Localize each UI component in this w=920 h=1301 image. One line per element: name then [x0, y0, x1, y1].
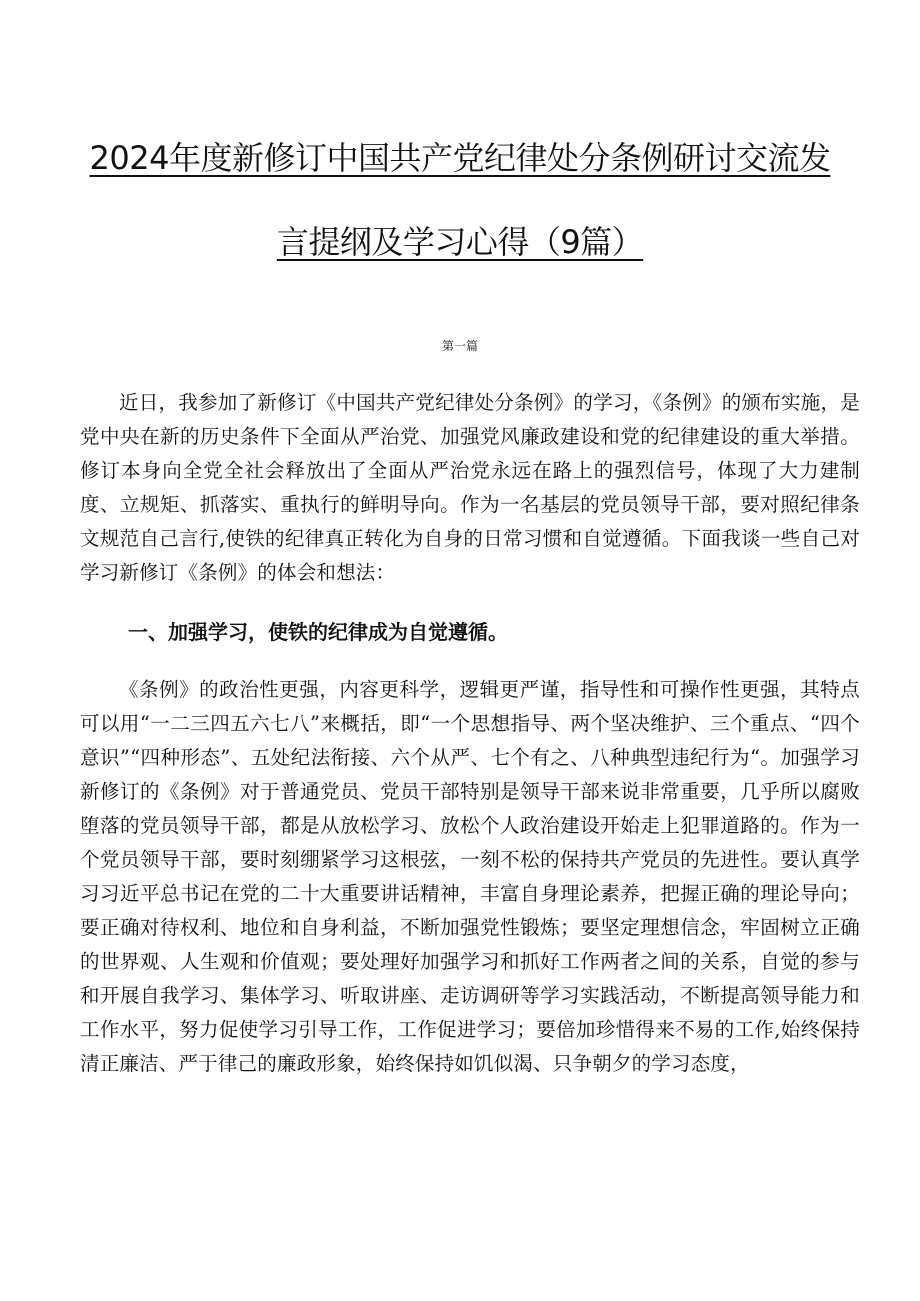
document-title-line-1: [60, 138, 860, 178]
chapter-label: 第一篇: [441, 339, 478, 353]
title-line-2-text: 言提纲及学习心得（9篇）: [276, 223, 644, 261]
body-paragraph-2: 《条例》的政治性更强，内容更科学，逻辑更严谨，指导性和可操作性更强，其特点可以用“一二三四五六七八”来概括，即“一个思想指导、两个坚决维护、三个重点、“四个意识”“四种形态”、五处纪法衔接、六个从严、七个有之、八种典型违纪行为“。加强学习新修订的《条例》对于普通党员、党员干部特别是领导干部来说非常重要，几乎所以腐败堕落的党员领导干部，都是从放松学习、放松个人政治建设开始走上犯罪道路的。作为一个党员领导干部，要时刻绷紧学习这根弦，一刻不松的保持共产党员的先进性。要认真学习习近平总书记在党的二十大重要讲话精神，丰富自身理论素养，把握正确的理论导向；要正确对待权利、地位和自身利益，不断加强党性锻炼；要坚定理想信念，牢固树立正确的世界观、人生观和价值观；要处理好加强学习和抓好工作两者之间的关系，自觉的参与和开展自我学习、集体学习、听取讲座、走访调研等学习实践活动，不断提高领导能力和工作水平，努力促使学习引导工作，工作促进学习；要倍加珍惜得来不易的工作,始终保持清正廉洁、严于律己的廉政形象，始终保持如饥似渴、只争朝夕的学习态度，: [80, 677, 860, 1075]
title-line-1-text: 2024年度新修订中国共产党纪律处分条例研讨交流发: [89, 139, 831, 177]
body-paragraph-1: 近日，我参加了新修订《中国共产党纪律处分条例》的学习，《条例》的颁布实施，是党中央在新的历史条件下全面从严治党、加强党风廉政建设和党的纪律建设的重大举措。修订本身向全党全社会释放出了全面从严治党永远在路上的强烈信号，体现了大力建制度、立规矩、抓落实、重执行的鲜明导向。作为一名基层的党员领导干部，要对照纪律条文规范自己言行,使铁的纪律真正转化为自身的日常习惯和自觉遵循。下面我谈一些自己对学习新修订《条例》的体会和想法：: [80, 390, 860, 584]
section-heading-1: 一、加强学习，使铁的纪律成为自觉遵循。: [128, 620, 508, 644]
document-title-line-2: [60, 222, 860, 262]
